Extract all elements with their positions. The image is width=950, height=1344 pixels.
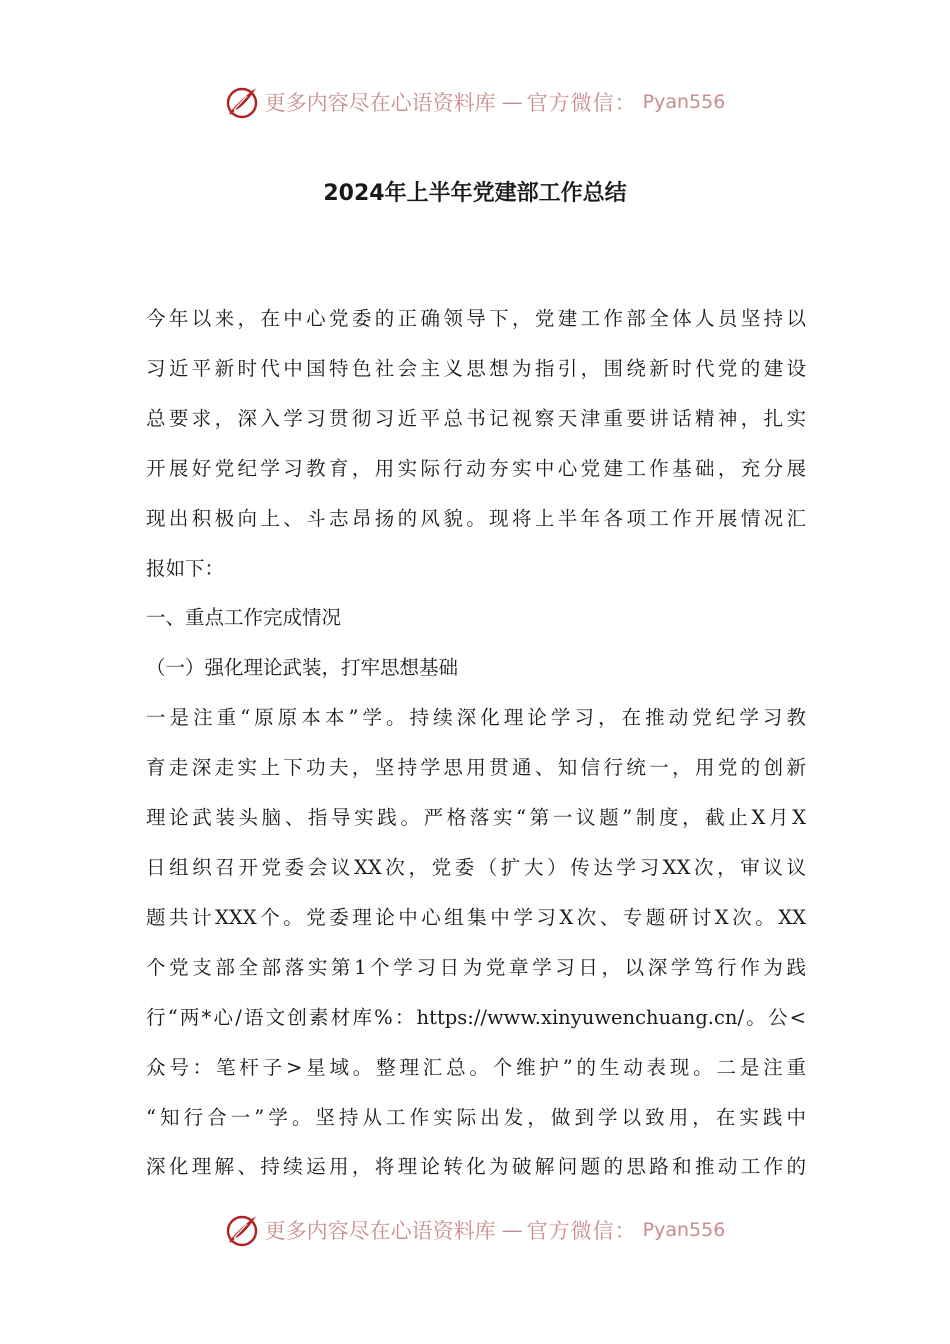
document-title: 2024年上半年党建部工作总结 <box>323 181 627 206</box>
header-wechat-label: 官方微信： <box>526 91 637 115</box>
text-line: 一是注重“原原本本”学。持续深化理论学习，在推动党纪学习教 <box>146 706 806 730</box>
intro-paragraph <box>146 294 806 593</box>
text-line: 现出积极向上、斗志昂扬的风貌。现将上半年各项工作开展情况汇 <box>146 506 806 530</box>
text-line: （一）强化理论武装，打牢思想基础 <box>146 656 459 680</box>
header-watermark <box>225 84 726 120</box>
section-heading <box>146 593 806 643</box>
text-line: 总要求，深入学习贯彻习近平总书记视察天津重要讲话精神，扎实 <box>146 406 806 430</box>
text-line: 一、重点工作完成情况 <box>146 606 342 630</box>
document-body <box>146 294 806 1192</box>
header-watermark-banner <box>0 82 950 122</box>
quill-logo-icon <box>225 1212 261 1248</box>
text-line: 育走深走实上下功夫，坚持学思用贯通、知信行统一，用党的创新 <box>146 756 806 780</box>
footer-site-text: 更多内容尽在心语资料库 <box>264 1219 496 1243</box>
header-separator: — <box>501 90 521 114</box>
text-line: 理论武装头脑、指导实践。严格落实“第一议题”制度，截止X月X <box>146 806 806 830</box>
header-wechat-account: Pyan556 <box>642 91 726 113</box>
text-line: 开展好党纪学习教育，用实际行动夯实中心党建工作基础，充分展 <box>146 456 806 480</box>
footer-watermark-banner <box>0 1210 950 1250</box>
header-site-text: 更多内容尽在心语资料库 <box>264 91 496 115</box>
subsection-heading <box>146 643 806 693</box>
footer-wechat-label: 官方微信： <box>526 1219 637 1243</box>
text-line: 题共计XXX个。党委理论中心组集中学习X次、专题研讨X次。XX <box>146 905 806 929</box>
text-line: 习近平新时代中国特色社会主义思想为指引，围绕新时代党的建设 <box>146 356 806 380</box>
footer-wechat-account: Pyan556 <box>642 1219 726 1241</box>
text-line: 行“两*心/语文创素材库%：https://www.xinyuwenchuang.cn/。公< <box>146 1005 806 1029</box>
text-line: 报如下： <box>146 556 225 580</box>
text-line: 深化理解、持续运用，将理论转化为破解问题的思路和推动工作的 <box>146 1155 806 1179</box>
content-paragraph <box>146 693 806 1192</box>
text-line: 众号：笔杆子>星域。整理汇总。个维护”的生动表现。二是注重 <box>146 1055 806 1079</box>
text-line: 个党支部全部落实第1个学习日为党章学习日，以深学笃行作为践 <box>146 955 806 979</box>
footer-separator: — <box>501 1218 521 1242</box>
quill-logo-icon <box>225 84 261 120</box>
text-line: 日组织召开党委会议XX次，党委（扩大）传达学习XX次，审议议 <box>146 855 806 879</box>
text-line: 今年以来，在中心党委的正确领导下，党建工作部全体人员坚持以 <box>146 307 806 330</box>
text-line: “知行合一”学。坚持从工作实际出发，做到学以致用，在实践中 <box>146 1105 806 1129</box>
footer-watermark <box>225 1212 726 1248</box>
